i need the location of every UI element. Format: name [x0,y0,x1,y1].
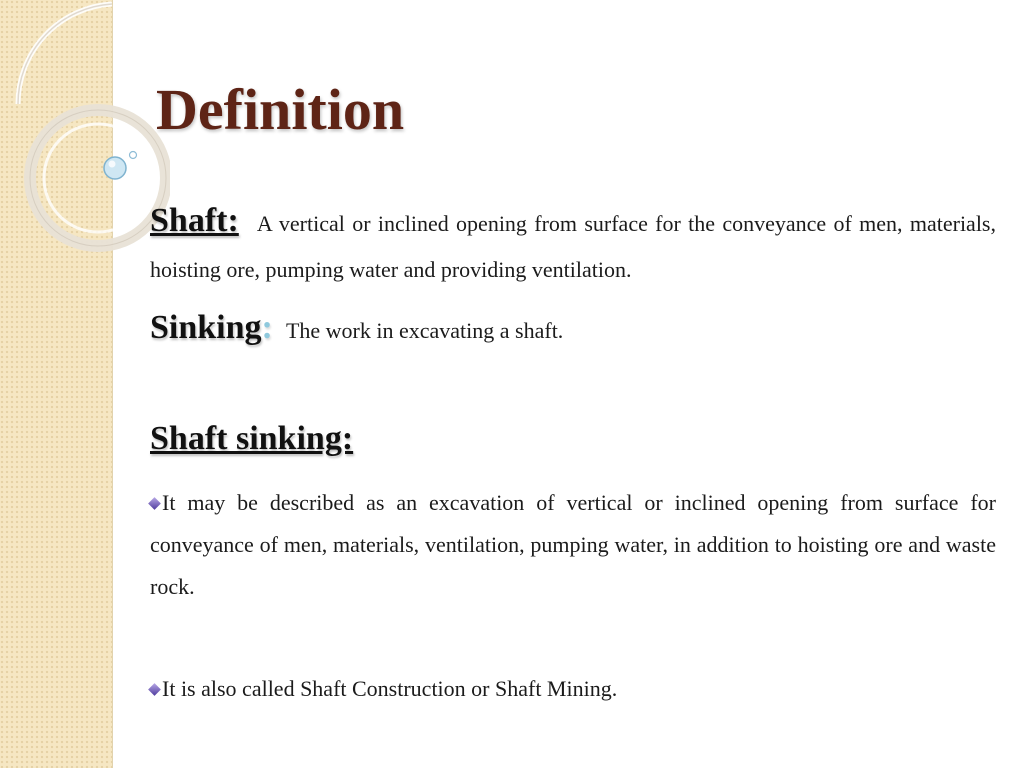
diamond-bullet-icon [148,683,161,696]
sinking-colon: : [261,309,273,346]
sinking-definition [150,306,996,353]
shaft-term: Shaft: [150,202,239,239]
decorative-circles [0,0,170,260]
bullet-text: It is also called Shaft Construction or Shaft Mining. [162,676,618,701]
shaft-definition [150,198,996,293]
diamond-bullet-icon [148,497,161,510]
sinking-term: Sinking [150,309,262,346]
bubble-large [104,157,126,179]
bullet-item [150,482,996,608]
bullet-item [150,668,996,710]
bullet-text: It may be described as an excavation of vertical or inclined opening from surface for conveyance of men, materials, ventilation, pumping water, in addition to hoisting ore and waste rock. [150,490,996,599]
slide-title: Definition [156,77,405,142]
sinking-text: The work in excavating a shaft. [285,318,564,343]
shaft-sinking-heading: Shaft sinking: [150,420,354,457]
bubble-small [130,152,137,159]
shaft-text: A vertical or inclined opening from surface for the conveyance of men, materials, hoisting ore, pumping water and providing ventilation. [150,211,996,282]
